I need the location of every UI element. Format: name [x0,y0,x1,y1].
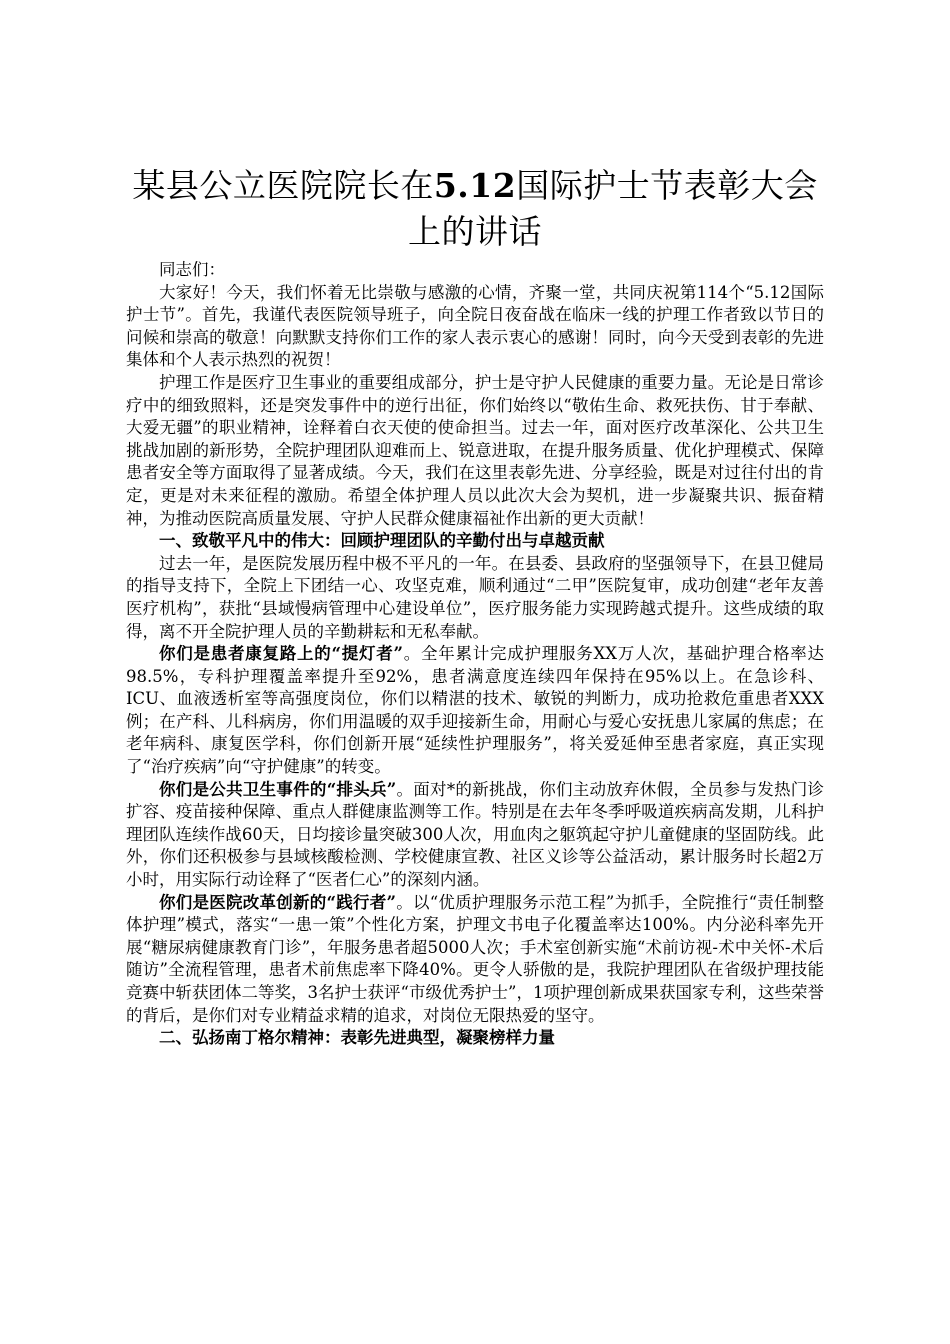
section-heading-2: 二、弘扬南丁格尔精神：表彰先进典型，凝聚榜样力量 [159,1028,555,1048]
salutation: 同志们： [159,260,225,279]
item-text: 。以“优质护理服务示范工程”为抓手，全院推行“责任制整体护理”模式，落实“一患一策”个性化方案，护理文书电子化覆盖率达100%。内分泌科率先开展“糖尿病健康教育门诊”，年服务患者超5000人次；手术室创新实施“术前访视-术中关怀-术后随访”全流程管理，患者术前焦虑率下降40%。更令人骄傲的是，我院护理团队在省级护理技能竞赛中斩获团体二等奖，3名护士获评“市级优秀护士”，1项护理创新成果获国家专利，这些荣誉的背后，是你们对专业精益求精的追求，对岗位无限热爱的坚守。 [126,892,824,1025]
item-lead: 你们是患者康复路上的“提灯者” [159,644,403,664]
item-lead: 你们是公共卫生事件的“排头兵” [159,779,397,799]
body-paragraph: 护理工作是医疗卫生事业的重要组成部分，护士是守护人民健康的重要力量。无论是日常诊疗中的细致照料，还是突发事件中的逆行出征，你们始终以“敬佑生命、救死扶伤、甘于奉献、大爱无疆”的职业精神，诠释着白衣天使的使命担当。过去一年，面对医疗改革深化、公共卫生挑战加剧的新形势，全院护理团队迎难而上、锐意进取，在提升服务质量、优化护理模式、保障患者安全等方面取得了显著成绩。今天，我们在这里表彰先进、分享经验，既是对过往付出的肯定，更是对未来征程的激励。希望全体护理人员以此次大会为契机，进一步凝聚共识、振奋精神，为推动医院高质量发展、守护人民群众健康福祉作出新的更大贡献！ [126,372,824,528]
document-page [126,163,824,1050]
item-text: 。面对*的新挑战，你们主动放弃休假，全员参与发热门诊扩容、疫苗接种保障、重点人群健康监测等工作。特别是在去年冬季呼吸道疾病高发期，儿科护理团队连续作战60天，日均接诊量突破300人次，用血肉之躯筑起守护儿童健康的坚固防线。此外，你们还积极参与县域核酸检测、学校健康宣教、社区义诊等公益活动，累计服务时长超2万小时，用实际行动诠释了“医者仁心”的深刻内涵。 [126,779,824,890]
title-number: 5.12 [433,166,517,205]
item-text: 。全年累计完成护理服务XX万人次，基础护理合格率达98.5%，专科护理覆盖率提升至92%，患者满意度连续四年保持在95%以上。在急诊科、ICU、血液透析室等高强度岗位，你们以精湛的技术、敏锐的判断力，成功抢救危重患者XXX例；在产科、儿科病房，你们用温暖的双手迎接新生命，用耐心与爱心安抚患儿家属的焦虑；在老年病科、康复医学科，你们创新开展“延续性护理服务”，将关爱延伸至患者家庭，真正实现了“治疗疾病”向“守护健康”的转变。 [126,644,825,777]
title-part1: 某县公立医院院长在 [132,166,434,205]
section1-intro: 过去一年，是医院发展历程中极不平凡的一年。在县委、县政府的坚强领导下，在县卫健局的指导支持下，全院上下团结一心、攻坚克难，顺利通过“二甲”医院复审，成功创建“老年友善医疗机构”，获批“县域慢病管理中心建设单位”，医疗服务能力实现跨越式提升。这些成绩的取得，离不开全院护理人员的辛勤耕耘和无私奉献。 [126,553,824,641]
document-title [126,163,824,255]
body-paragraph: 大家好！今天，我们怀着无比崇敬与感激的心情，齐聚一堂，共同庆祝第114个“5.12国际护士节”。首先，我谨代表医院领导班子，向全院日夜奋战在临床一线的护理工作者致以节日的问候和崇高的敬意！向默默支持你们工作的家人表示衷心的感谢！同时，向今天受到表彰的先进集体和个人表示热烈的祝贺！ [126,282,824,370]
title-part2: 国际护士节表彰大会上的讲话 [408,166,818,251]
item-lead: 你们是医院改革创新的“践行者” [159,892,396,912]
achievement-item [126,779,824,892]
achievement-item [126,643,824,779]
section-heading-1: 一、致敬平凡中的伟大：回顾护理团队的辛勤付出与卓越贡献 [159,531,605,551]
achievement-item [126,892,824,1028]
